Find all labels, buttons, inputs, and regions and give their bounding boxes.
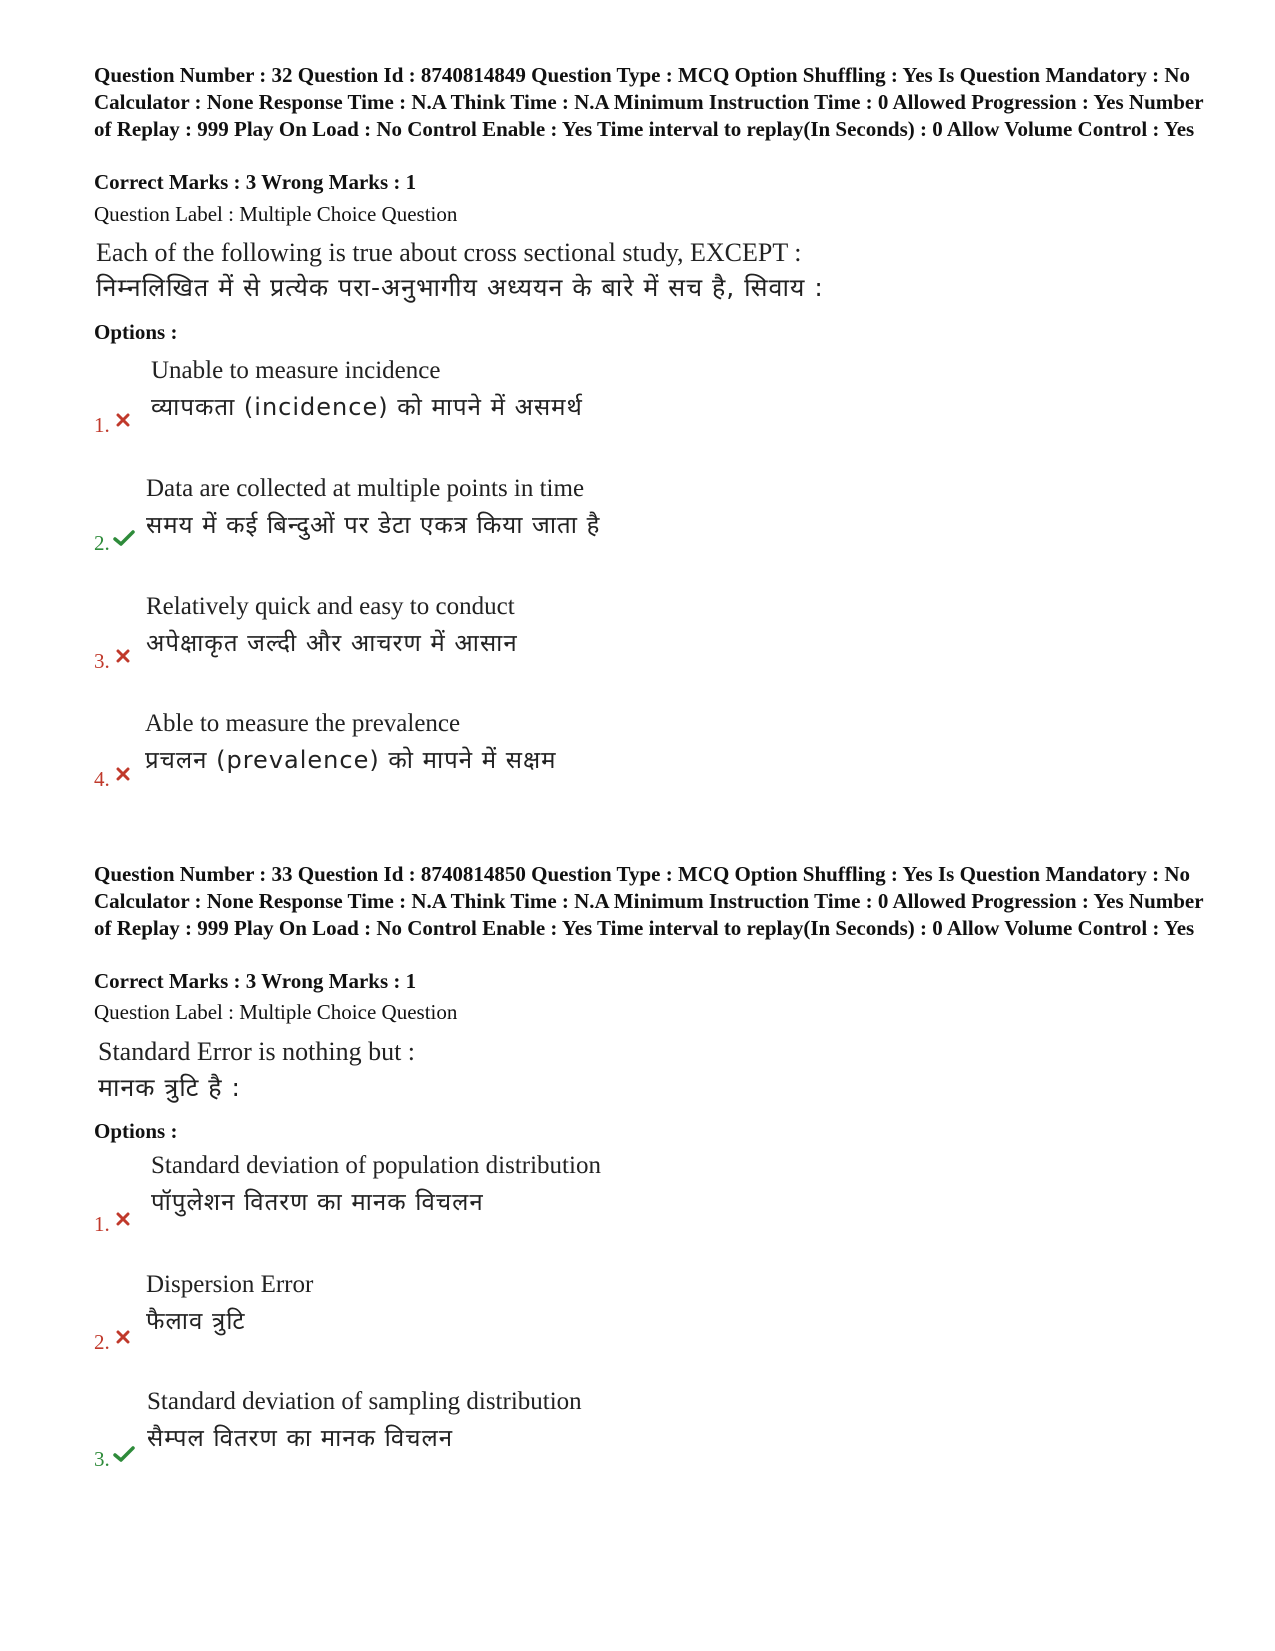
option-number: 3.: [94, 1447, 110, 1471]
question-stem-hindi: निम्नलिखित में से प्रत्येक परा-अनुभागीय अध्ययन के बारे में सच है, सिवाय :: [96, 273, 824, 302]
question-stem-english: Each of the following is true about cross sectional study, EXCEPT :: [96, 238, 802, 267]
option-text-english: Standard deviation of population distribution: [151, 1152, 601, 1179]
option-text-hindi: प्रचलन (prevalence) को मापने में सक्षम: [145, 746, 557, 774]
option-text-hindi: समय में कई बिन्दुओं पर डेटा एकत्र किया जाता है: [146, 511, 601, 539]
option-text-hindi: अपेक्षाकृत जल्दी और आचरण में आसान: [146, 629, 518, 657]
question-marks: Correct Marks : 3 Wrong Marks : 1: [94, 170, 417, 194]
question-stem-english: Standard Error is nothing but :: [98, 1037, 416, 1066]
cross-icon: [116, 1330, 130, 1344]
option-number: 2.: [94, 531, 110, 555]
question-stem-hindi: मानक त्रुटि है :: [98, 1073, 241, 1102]
options-heading: Options :: [94, 320, 178, 344]
options-heading: Options :: [94, 1119, 178, 1143]
question-label: Question Label : Multiple Choice Question: [94, 202, 458, 226]
cross-icon: [116, 767, 130, 781]
question-meta: Question Number : 33 Question Id : 8740814850 Question Type : MCQ Option Shuffling : Yes Is Question Mandatory : No Calculator : None Response Time : N.A Think Time : N.A Minimum Instruction Time : 0 Allowed Progression : Yes Number of Replay : 999 Play On Load : No Control Enable : Yes Time interval to replay(In Seconds) : 0 Allow Volume Control : Yes: [94, 862, 1204, 940]
option-text-hindi: सैम्पल वितरण का मानक विचलन: [147, 1424, 454, 1452]
option-text-hindi: व्यापकता (incidence) को मापने में असमर्थ: [151, 393, 583, 421]
option-text-english: Standard deviation of sampling distribution: [147, 1388, 582, 1415]
option-number: 4.: [94, 767, 110, 791]
option-number: 1.: [94, 1212, 110, 1236]
question-marks: Correct Marks : 3 Wrong Marks : 1: [94, 969, 417, 993]
question-meta: Question Number : 32 Question Id : 8740814849 Question Type : MCQ Option Shuffling : Yes Is Question Mandatory : No Calculator : None Response Time : N.A Think Time : N.A Minimum Instruction Time : 0 Allowed Progression : Yes Number of Replay : 999 Play On Load : No Control Enable : Yes Time interval to replay(In Seconds) : 0 Allow Volume Control : Yes: [94, 63, 1204, 141]
option-text-hindi: फैलाव त्रुटि: [146, 1307, 246, 1335]
check-icon: [113, 529, 135, 547]
option-text-hindi: पॉपुलेशन वितरण का मानक विचलन: [151, 1188, 484, 1216]
option-text-english: Able to measure the prevalence: [145, 710, 461, 737]
cross-icon: [116, 649, 130, 663]
check-icon: [113, 1445, 135, 1463]
option-number: 1.: [94, 413, 110, 437]
option-number: 2.: [94, 1330, 110, 1354]
question-label: Question Label : Multiple Choice Question: [94, 1000, 458, 1024]
cross-icon: [116, 413, 130, 427]
option-text-english: Data are collected at multiple points in time: [146, 475, 585, 502]
option-text-english: Relatively quick and easy to conduct: [146, 593, 515, 620]
option-number: 3.: [94, 649, 110, 673]
option-text-english: Unable to measure incidence: [151, 357, 441, 384]
option-text-english: Dispersion Error: [146, 1271, 314, 1298]
cross-icon: [116, 1212, 130, 1226]
